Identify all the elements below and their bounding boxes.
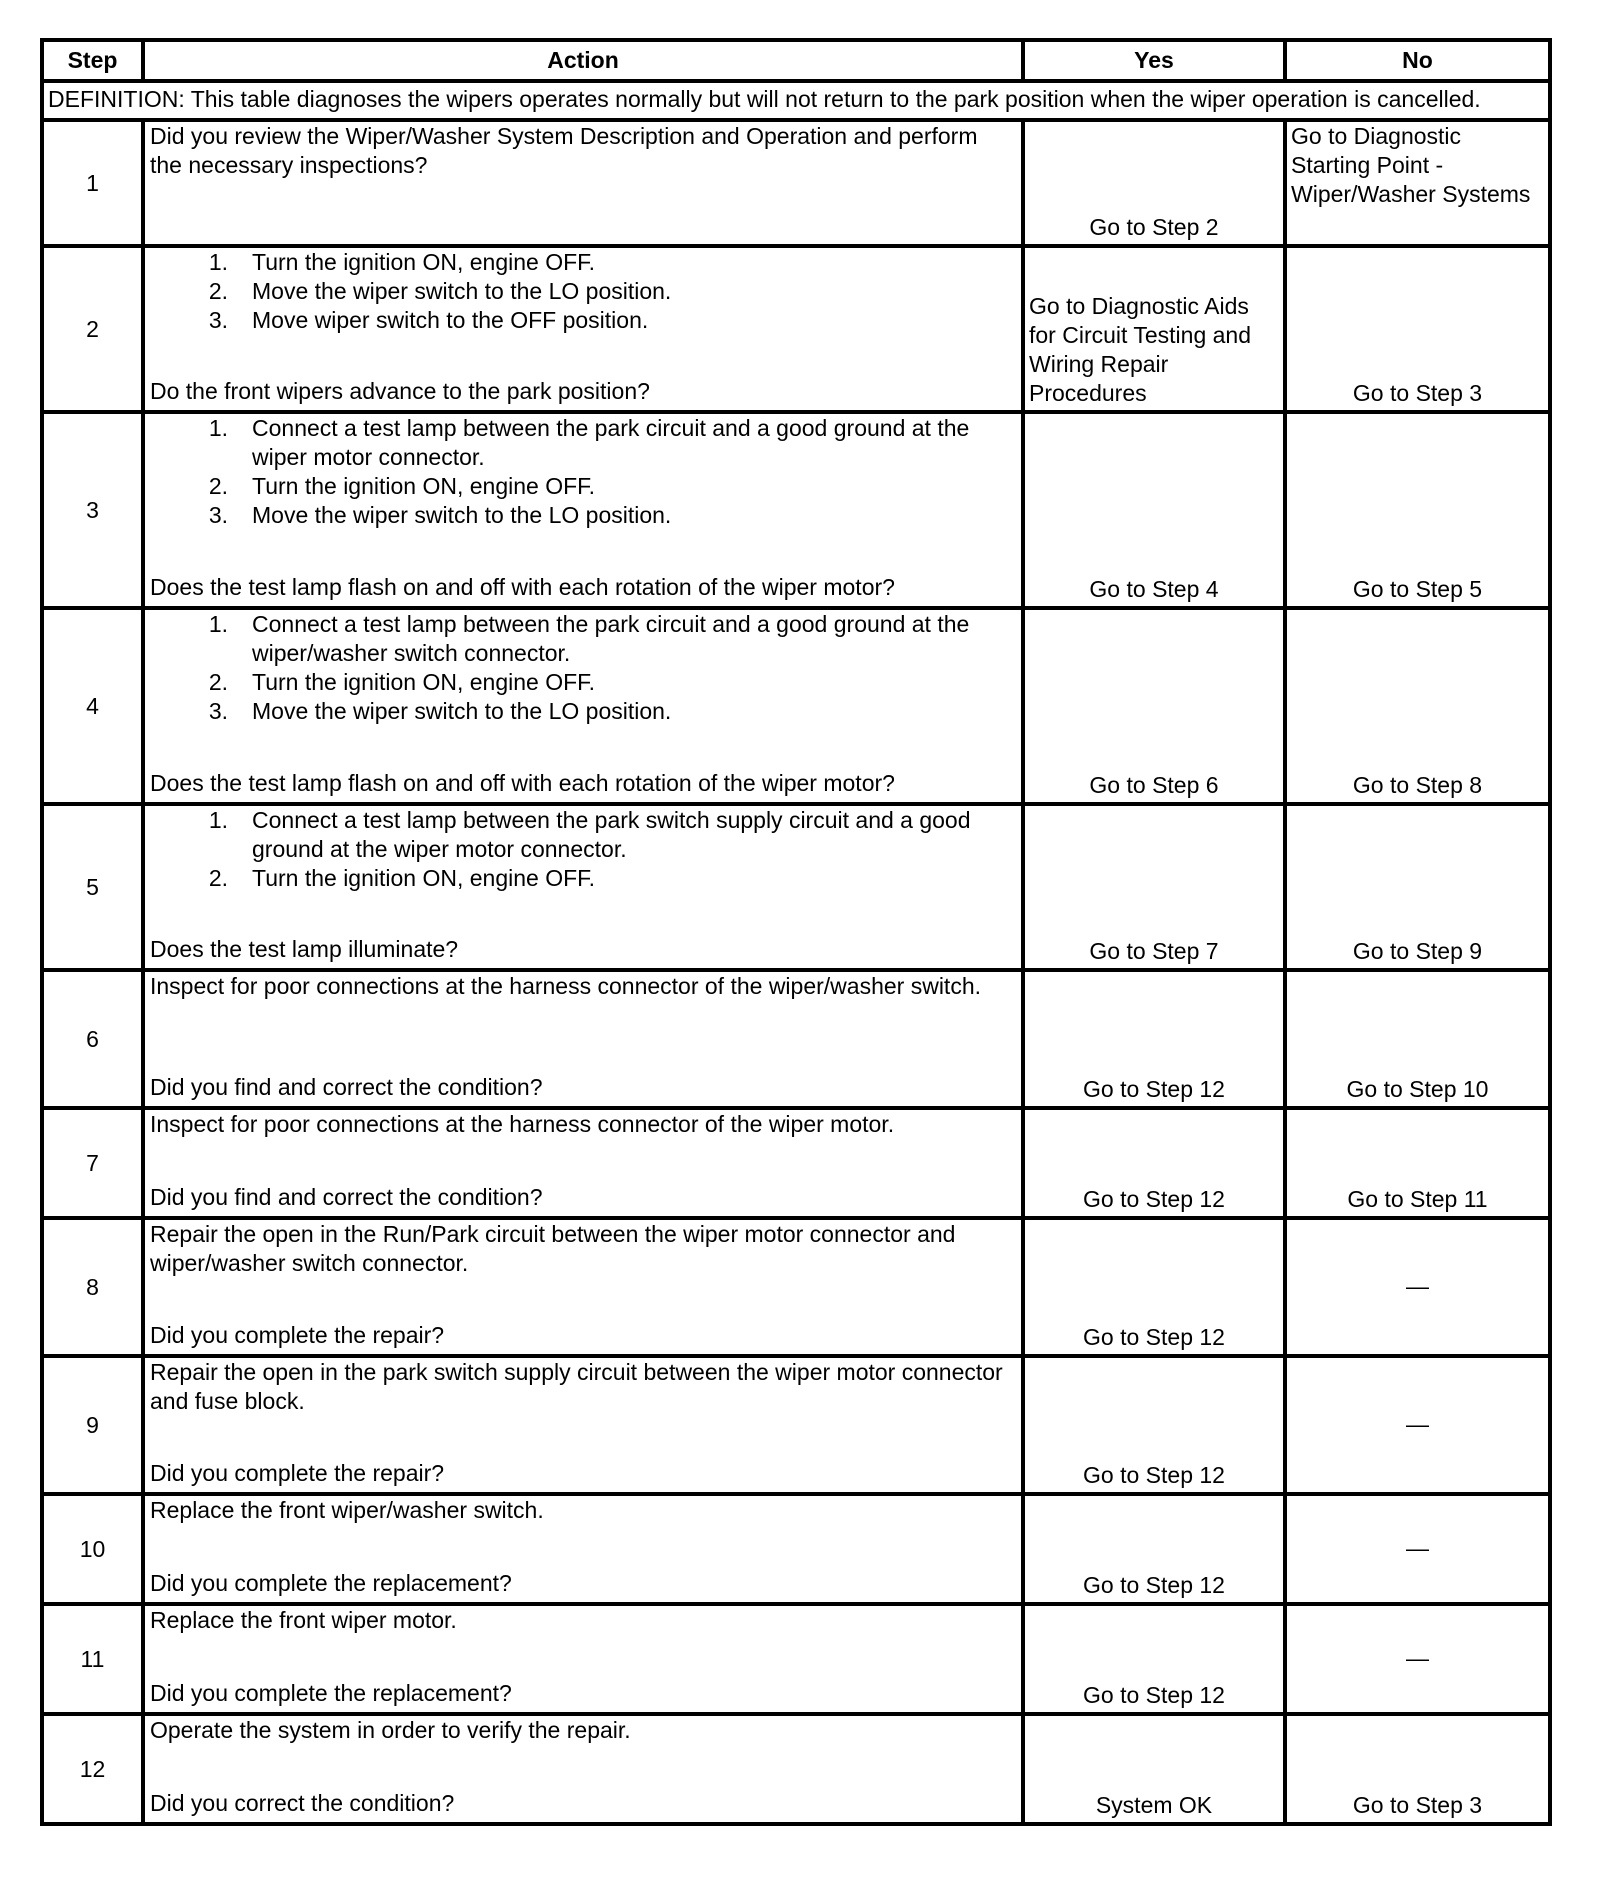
action-text: Repair the open in the park switch supply circuit between the wiper motor connector and fuse block. [150,1359,1003,1414]
header-no: No [1285,40,1550,81]
action-instructions [150,1716,1015,1745]
substep-item [150,806,1015,864]
action-instructions [150,1496,1015,1525]
action-instructions [150,414,1015,530]
action-content [150,972,1015,1102]
substep-list [150,414,1015,530]
no-result: Go to Step 10 [1285,970,1550,1108]
action-instructions [150,972,1015,1001]
action-content [150,1358,1015,1488]
header-step: Step [42,40,143,81]
action-instructions [150,122,1015,180]
action-cell [143,1604,1023,1714]
yes-result: Go to Diagnostic Aids for Circuit Testing and Wiring Repair Procedures [1023,246,1285,412]
substep-list [150,610,1015,726]
step-number: 7 [42,1108,143,1218]
no-result: Go to Step 3 [1285,246,1550,412]
step-number: 2 [42,246,143,412]
step-row [42,120,1550,246]
yes-result: Go to Step 2 [1023,120,1285,246]
substep-number: 1. [208,415,228,441]
step-row [42,608,1550,804]
substep-number: 1. [208,611,228,637]
substep-item [150,501,1015,530]
action-cell [143,1494,1023,1604]
substep-item [150,306,1015,335]
substep-number: 2. [208,865,228,891]
substep-text: Move the wiper switch to the LO position. [252,278,672,304]
step-number: 8 [42,1218,143,1356]
action-content [150,1220,1015,1350]
action-cell [143,804,1023,970]
yes-result: Go to Step 12 [1023,1108,1285,1218]
action-content [150,122,1015,240]
no-result: — [1285,1356,1550,1494]
substep-number: 3. [208,698,228,724]
substep-item [150,864,1015,893]
substep-number: 2. [208,473,228,499]
action-text: Did you review the Wiper/Washer System Description and Operation and perform the necessary inspections? [150,123,978,178]
yes-result: Go to Step 12 [1023,970,1285,1108]
no-result: Go to Diagnostic Starting Point - Wiper/Washer Systems [1285,120,1550,246]
action-content [150,1110,1015,1212]
action-cell [143,970,1023,1108]
definition-text: DEFINITION: This table diagnoses the wipers operates normally but will not return to the park position when the wiper operation is cancelled. [42,81,1550,120]
action-instructions [150,610,1015,726]
substep-number: 1. [208,807,228,833]
action-content [150,1496,1015,1598]
action-text: Repair the open in the Run/Park circuit between the wiper motor connector and wiper/washer switch connector. [150,1221,956,1276]
step-number: 5 [42,804,143,970]
step-number: 12 [42,1714,143,1824]
substep-text: Move wiper switch to the OFF position. [252,307,649,333]
action-instructions [150,1220,1015,1278]
step-row [42,1604,1550,1714]
step-number: 1 [42,120,143,246]
action-instructions [150,806,1015,893]
step-row [42,970,1550,1108]
step-row [42,412,1550,608]
substep-text: Connect a test lamp between the park circuit and a good ground at the wiper/washer switch connector. [252,611,970,666]
substep-number: 3. [208,307,228,333]
action-instructions [150,1358,1015,1416]
substep-item [150,697,1015,726]
action-instructions [150,248,1015,335]
substep-list [150,806,1015,893]
action-cell [143,608,1023,804]
no-result: Go to Step 11 [1285,1108,1550,1218]
step-row [42,1714,1550,1824]
substep-text: Move the wiper switch to the LO position. [252,502,672,528]
step-row [42,1494,1550,1604]
substep-item [150,248,1015,277]
header-action: Action [143,40,1023,81]
substep-item [150,668,1015,697]
step-row [42,1108,1550,1218]
action-text: Replace the front wiper motor. [150,1607,457,1633]
substep-text: Move the wiper switch to the LO position. [252,698,672,724]
action-question: Does the test lamp flash on and off with each rotation of the wiper motor? [150,574,895,600]
action-content [150,610,1015,798]
table-body [42,81,1550,1824]
step-number: 11 [42,1604,143,1714]
action-question: Does the test lamp flash on and off with each rotation of the wiper motor? [150,770,895,796]
step-row [42,804,1550,970]
action-cell [143,1356,1023,1494]
substep-number: 2. [208,278,228,304]
action-content [150,1716,1015,1818]
step-number: 10 [42,1494,143,1604]
no-result: Go to Step 8 [1285,608,1550,804]
action-question: Does the test lamp illuminate? [150,936,459,962]
step-row [42,246,1550,412]
substep-number: 1. [208,249,228,275]
step-number: 9 [42,1356,143,1494]
yes-result: Go to Step 4 [1023,412,1285,608]
no-result: — [1285,1604,1550,1714]
action-cell [143,1108,1023,1218]
no-result: Go to Step 3 [1285,1714,1550,1824]
action-text: Inspect for poor connections at the harness connector of the wiper motor. [150,1111,895,1137]
action-question: Did you complete the repair? [150,1460,445,1486]
no-result: Go to Step 5 [1285,412,1550,608]
substep-item [150,610,1015,668]
step-number: 6 [42,970,143,1108]
substep-text: Connect a test lamp between the park circuit and a good ground at the wiper motor connector. [252,415,970,470]
substep-item [150,414,1015,472]
action-content [150,414,1015,602]
substep-text: Turn the ignition ON, engine OFF. [252,249,596,275]
action-question: Did you complete the replacement? [150,1680,512,1706]
substep-item [150,277,1015,306]
step-row [42,1218,1550,1356]
substep-list [150,248,1015,335]
step-row [42,1356,1550,1494]
action-cell [143,1218,1023,1356]
step-number: 4 [42,608,143,804]
action-instructions [150,1110,1015,1139]
yes-result: Go to Step 12 [1023,1356,1285,1494]
diagnostic-table [40,38,1552,1826]
yes-result: System OK [1023,1714,1285,1824]
action-cell [143,412,1023,608]
no-result: — [1285,1494,1550,1604]
action-content [150,806,1015,964]
action-cell [143,1714,1023,1824]
action-question: Did you complete the replacement? [150,1570,512,1596]
step-number: 3 [42,412,143,608]
action-content [150,248,1015,406]
action-question: Did you complete the repair? [150,1322,445,1348]
action-question: Do the front wipers advance to the park position? [150,378,650,404]
action-question: Did you find and correct the condition? [150,1184,543,1210]
substep-item [150,472,1015,501]
action-cell [143,246,1023,412]
substep-number: 3. [208,502,228,528]
no-result: — [1285,1218,1550,1356]
yes-result: Go to Step 12 [1023,1218,1285,1356]
yes-result: Go to Step 7 [1023,804,1285,970]
yes-result: Go to Step 12 [1023,1604,1285,1714]
definition-row [42,81,1550,120]
no-result: Go to Step 9 [1285,804,1550,970]
action-question: Did you correct the condition? [150,1790,455,1816]
action-instructions [150,1606,1015,1635]
substep-text: Turn the ignition ON, engine OFF. [252,473,596,499]
action-text: Replace the front wiper/washer switch. [150,1497,544,1523]
substep-number: 2. [208,669,228,695]
action-text: Inspect for poor connections at the harness connector of the wiper/washer switch. [150,973,981,999]
yes-result: Go to Step 12 [1023,1494,1285,1604]
action-cell [143,120,1023,246]
header-yes: Yes [1023,40,1285,81]
action-text: Operate the system in order to verify the repair. [150,1717,631,1743]
action-content [150,1606,1015,1708]
substep-text: Connect a test lamp between the park switch supply circuit and a good ground at the wiper motor connector. [252,807,971,862]
substep-text: Turn the ignition ON, engine OFF. [252,669,596,695]
yes-result: Go to Step 6 [1023,608,1285,804]
header-row [42,40,1550,81]
substep-text: Turn the ignition ON, engine OFF. [252,865,596,891]
action-question: Did you find and correct the condition? [150,1074,543,1100]
